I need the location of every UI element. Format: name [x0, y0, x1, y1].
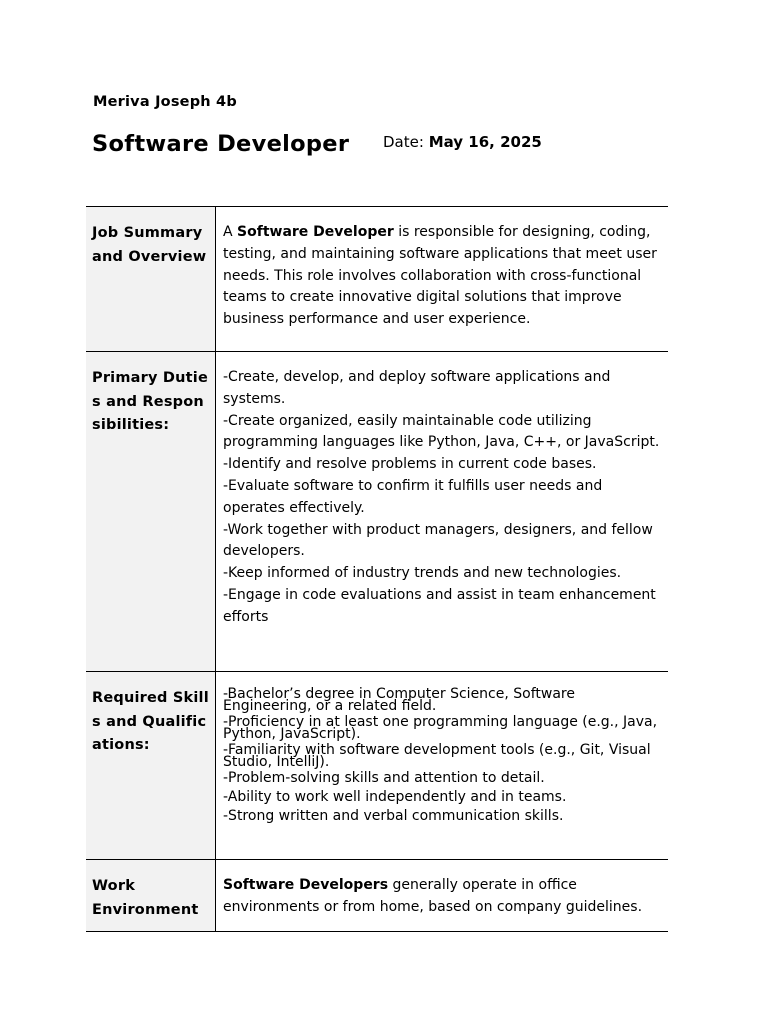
row-label: Required Skills and Qualifications: — [92, 690, 209, 753]
row-label: Work Environment — [92, 878, 199, 918]
list-item: -Strong written and verbal communication skills. — [223, 808, 564, 824]
duties-list — [216, 352, 668, 629]
list-item: -Ability to work well independently and in teams. — [223, 789, 567, 805]
row-primary-duties — [86, 352, 668, 672]
list-item: -Create organized, easily maintainable code utilizing programming languages like Python, Java, C++, or JavaScript. — [223, 412, 660, 451]
date-label: Date: — [383, 133, 424, 151]
list-item: -Bachelor’s degree in Computer Science, Software Engineering, or a related field. — [223, 686, 575, 714]
row-work-environment — [86, 860, 668, 932]
author-name: Meriva Joseph 4b — [93, 94, 237, 110]
summary-lead: A — [223, 224, 238, 240]
row-job-summary — [86, 207, 668, 352]
row-required-skills — [86, 672, 668, 860]
environment-rest: generally operate in office environments or from home, based on company guidelines. — [223, 877, 643, 915]
label-cell — [86, 207, 216, 352]
list-item: -Work together with product managers, designers, and fellow developers. — [223, 521, 653, 560]
content-cell — [216, 672, 669, 860]
label-cell — [86, 352, 216, 672]
list-item: -Create, develop, and deploy software applications and systems. — [223, 369, 611, 407]
list-item: -Keep informed of industry trends and new technologies. — [223, 565, 622, 582]
environment-bold: Software Developers — [223, 877, 389, 893]
content-cell — [216, 860, 669, 932]
row-label: Primary Duties and Responsibilities: — [92, 370, 208, 433]
label-cell — [86, 860, 216, 932]
content-cell — [216, 352, 669, 672]
list-item: -Problem-solving skills and attention to detail. — [223, 770, 545, 786]
list-item: -Identify and resolve problems in current code bases. — [223, 456, 597, 473]
summary-bold: Software Developer — [237, 224, 394, 240]
job-summary-text — [216, 207, 668, 331]
work-environment-text — [216, 860, 668, 919]
job-description-table — [86, 206, 668, 932]
content-cell — [216, 207, 669, 352]
list-item: -Proficiency in at least one programming language (e.g., Java, Python, JavaScript). — [223, 714, 658, 742]
date-value: May 16, 2025 — [428, 133, 542, 151]
skills-list — [216, 672, 668, 822]
row-label: Job Summary and Overview — [92, 225, 207, 265]
list-item: -Evaluate software to confirm it fulfills user needs and operates effectively. — [223, 477, 603, 516]
document-date — [383, 133, 542, 151]
list-item: -Engage in code evaluations and assist in team enhancement efforts — [223, 586, 656, 625]
document-title: Software Developer — [92, 131, 350, 157]
summary-rest: is responsible for designing, coding, testing, and maintaining software applications that meet user needs. This role involves collaboration with cross-functional teams to create innovative digital solutions that improve business performance and user experience. — [223, 224, 657, 328]
label-cell — [86, 672, 216, 860]
list-item: -Familiarity with software development tools (e.g., Git, Visual Studio, IntelliJ). — [223, 742, 651, 770]
